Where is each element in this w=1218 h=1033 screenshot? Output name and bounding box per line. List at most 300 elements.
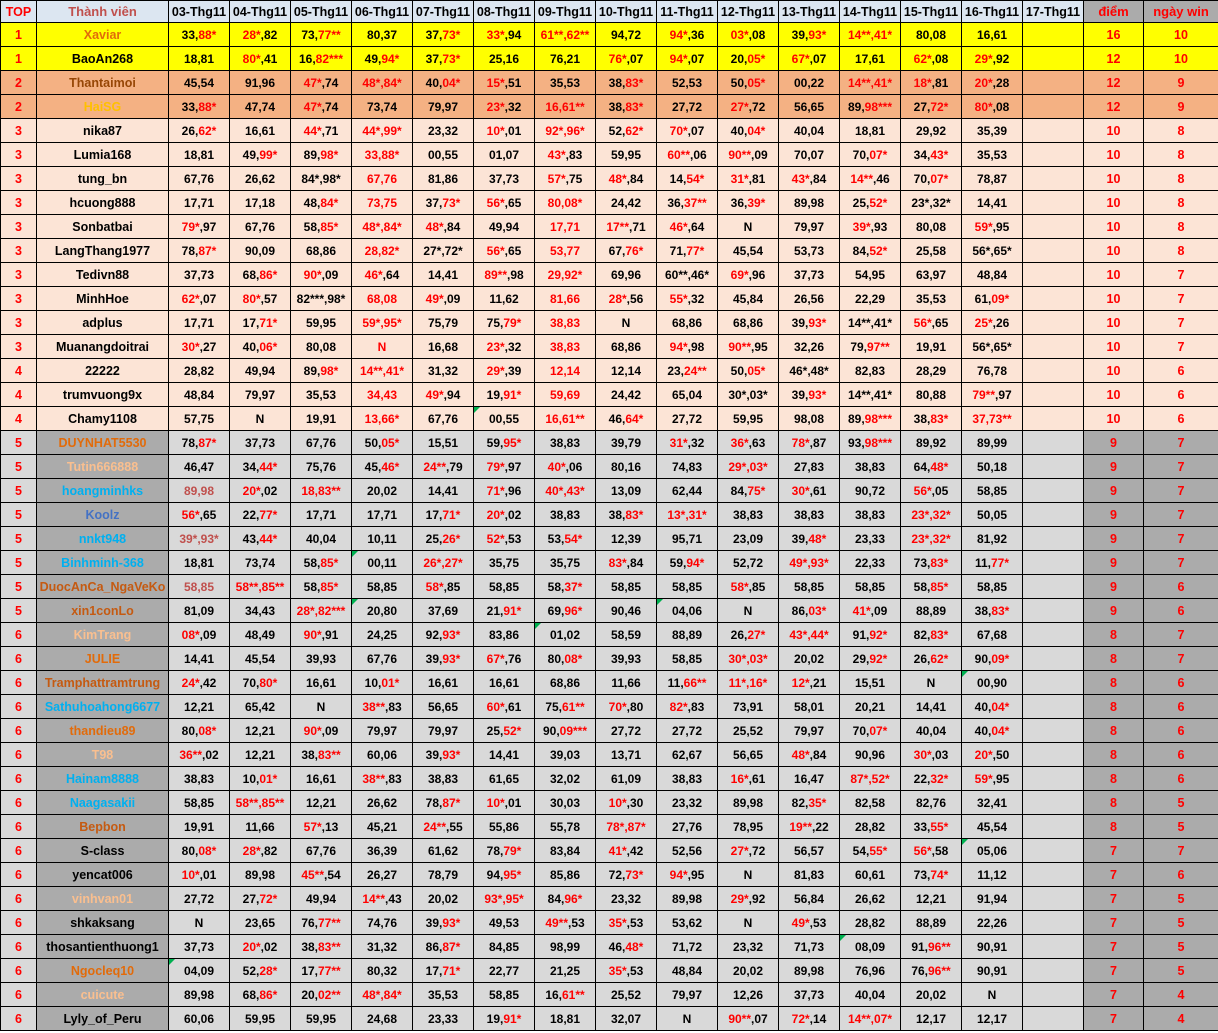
member-name-cell[interactable]: Naagasakii <box>37 791 169 815</box>
score-cell-empty[interactable] <box>1023 527 1084 551</box>
score-cell[interactable]: 12,26 <box>718 983 779 1007</box>
member-name-cell[interactable]: adplus <box>37 311 169 335</box>
points-cell[interactable]: 8 <box>1084 767 1144 791</box>
score-cell[interactable]: 35,75 <box>474 551 535 575</box>
points-cell[interactable]: 10 <box>1084 311 1144 335</box>
top-rank-cell[interactable]: 6 <box>1 887 37 911</box>
score-cell-empty[interactable] <box>1023 623 1084 647</box>
score-cell[interactable]: 28*,82 <box>230 23 291 47</box>
score-cell[interactable]: 00,55 <box>474 407 535 431</box>
score-cell[interactable]: 40,04* <box>718 119 779 143</box>
score-cell[interactable]: 74,83 <box>657 455 718 479</box>
score-cell-empty[interactable] <box>1023 839 1084 863</box>
score-cell[interactable]: 48*,84* <box>352 983 413 1007</box>
score-cell[interactable]: 61**,62** <box>535 23 596 47</box>
score-cell[interactable]: 57,75 <box>169 407 230 431</box>
score-cell[interactable]: 73,74* <box>901 863 962 887</box>
score-cell-empty[interactable] <box>1023 431 1084 455</box>
score-cell-empty[interactable] <box>1023 959 1084 983</box>
score-cell[interactable]: 89,92 <box>901 431 962 455</box>
score-cell[interactable]: 36,39* <box>718 191 779 215</box>
score-cell[interactable]: 23,24** <box>657 359 718 383</box>
score-cell[interactable]: 18,81 <box>169 143 230 167</box>
score-cell[interactable]: 80,08* <box>169 719 230 743</box>
member-name-cell[interactable]: xin1conLo <box>37 599 169 623</box>
score-cell[interactable]: 79**,97 <box>962 383 1023 407</box>
score-cell[interactable]: 80,08 <box>901 215 962 239</box>
score-cell[interactable]: 23,09 <box>718 527 779 551</box>
score-cell[interactable]: 84,75* <box>718 479 779 503</box>
score-cell[interactable]: 90**,07 <box>718 1007 779 1031</box>
score-cell[interactable]: 12,21 <box>230 719 291 743</box>
score-cell[interactable]: 35,53 <box>962 143 1023 167</box>
windays-cell[interactable]: 10 <box>1144 47 1218 71</box>
score-cell[interactable]: 12,14 <box>535 359 596 383</box>
score-cell[interactable]: 56*,65* <box>962 335 1023 359</box>
score-cell[interactable]: 89,99 <box>962 431 1023 455</box>
windays-cell[interactable]: 10 <box>1144 23 1218 47</box>
score-cell[interactable]: 94*,36 <box>657 23 718 47</box>
top-rank-cell[interactable]: 3 <box>1 335 37 359</box>
score-cell-empty[interactable] <box>1023 359 1084 383</box>
score-cell[interactable]: 11,66 <box>596 671 657 695</box>
points-cell[interactable]: 7 <box>1084 863 1144 887</box>
column-header-date[interactable]: 12-Thg11 <box>718 1 779 23</box>
score-cell-empty[interactable] <box>1023 71 1084 95</box>
score-cell[interactable]: 58,85 <box>962 575 1023 599</box>
score-cell[interactable]: 14**,41* <box>840 23 901 47</box>
score-cell[interactable]: 28,29 <box>901 359 962 383</box>
score-cell[interactable]: 24,25 <box>352 623 413 647</box>
windays-cell[interactable]: 8 <box>1144 239 1218 263</box>
score-cell[interactable]: N <box>718 215 779 239</box>
score-cell[interactable]: 84,52* <box>840 239 901 263</box>
points-cell[interactable]: 9 <box>1084 527 1144 551</box>
score-cell[interactable]: 10*,01 <box>474 119 535 143</box>
top-rank-cell[interactable]: 3 <box>1 191 37 215</box>
column-header-date[interactable]: 05-Thg11 <box>291 1 352 23</box>
score-cell[interactable]: 98,99 <box>535 935 596 959</box>
score-cell[interactable]: 80*,08 <box>962 95 1023 119</box>
score-cell[interactable]: 29*,92 <box>962 47 1023 71</box>
score-cell[interactable]: 35*,53 <box>596 911 657 935</box>
score-cell[interactable]: 78,87* <box>169 239 230 263</box>
score-cell[interactable]: 49**,53 <box>535 911 596 935</box>
score-cell[interactable]: 14,41 <box>474 743 535 767</box>
score-cell[interactable]: 53,54* <box>535 527 596 551</box>
score-cell[interactable]: 90**,09 <box>718 143 779 167</box>
score-cell[interactable]: 35,53 <box>901 287 962 311</box>
score-cell[interactable]: 90*,91 <box>291 623 352 647</box>
score-cell-empty[interactable] <box>1023 983 1084 1007</box>
score-cell[interactable]: 17,71 <box>291 503 352 527</box>
score-cell-empty[interactable] <box>1023 935 1084 959</box>
score-cell[interactable]: 68,86 <box>657 311 718 335</box>
score-cell[interactable]: 70*,80 <box>596 695 657 719</box>
score-cell[interactable]: 58,85* <box>291 551 352 575</box>
score-cell[interactable]: 38,83 <box>779 503 840 527</box>
score-cell[interactable]: 29,92* <box>840 647 901 671</box>
member-name-cell[interactable]: hoangminhks <box>37 479 169 503</box>
windays-cell[interactable]: 6 <box>1144 767 1218 791</box>
score-cell[interactable]: 10*,30 <box>596 791 657 815</box>
score-cell[interactable]: 59*,95* <box>352 311 413 335</box>
score-cell[interactable]: N <box>718 599 779 623</box>
score-cell[interactable]: 35,53 <box>535 71 596 95</box>
score-cell[interactable]: 50,18 <box>962 455 1023 479</box>
score-cell[interactable]: 47,74 <box>230 95 291 119</box>
score-cell[interactable]: 56*,58 <box>901 839 962 863</box>
score-cell[interactable]: 28*,56 <box>596 287 657 311</box>
score-cell[interactable]: 40,04 <box>901 719 962 743</box>
score-cell-empty[interactable] <box>1023 383 1084 407</box>
score-cell[interactable]: 52,28* <box>230 959 291 983</box>
score-cell[interactable]: 55,78 <box>535 815 596 839</box>
score-cell[interactable]: 28,82* <box>352 239 413 263</box>
score-cell[interactable]: 41*,42 <box>596 839 657 863</box>
score-cell[interactable]: 50,05 <box>962 503 1023 527</box>
points-cell[interactable]: 10 <box>1084 335 1144 359</box>
score-cell[interactable]: 14,41 <box>962 191 1023 215</box>
score-cell[interactable]: 58,85 <box>169 575 230 599</box>
windays-cell[interactable]: 8 <box>1144 215 1218 239</box>
score-cell[interactable]: 39,48* <box>779 527 840 551</box>
score-cell[interactable]: 59,95 <box>718 407 779 431</box>
score-cell[interactable]: 35,75 <box>535 551 596 575</box>
score-cell[interactable]: 17,71* <box>413 503 474 527</box>
score-cell[interactable]: 18,83** <box>291 479 352 503</box>
score-cell-empty[interactable] <box>1023 239 1084 263</box>
score-cell[interactable]: 93*,95* <box>474 887 535 911</box>
score-cell[interactable]: 17,61 <box>840 47 901 71</box>
score-cell[interactable]: 37,73 <box>779 983 840 1007</box>
score-cell[interactable]: 82,83* <box>901 623 962 647</box>
score-cell[interactable]: 55*,32 <box>657 287 718 311</box>
score-cell[interactable]: 40,04* <box>413 71 474 95</box>
score-cell[interactable]: 79*,97 <box>169 215 230 239</box>
score-cell[interactable]: 80,88 <box>901 383 962 407</box>
score-cell[interactable]: 14**,41* <box>352 359 413 383</box>
score-cell[interactable]: 46,48* <box>596 935 657 959</box>
score-cell-empty[interactable] <box>1023 887 1084 911</box>
score-cell[interactable]: 25,16 <box>474 47 535 71</box>
score-cell[interactable]: 23*,32* <box>901 191 962 215</box>
score-cell[interactable]: 50,05* <box>718 71 779 95</box>
top-rank-cell[interactable]: 6 <box>1 839 37 863</box>
score-cell[interactable]: 27,72 <box>169 887 230 911</box>
score-cell[interactable]: 17,71 <box>535 215 596 239</box>
score-cell[interactable]: 84,96* <box>535 887 596 911</box>
score-cell[interactable]: 16,68 <box>413 335 474 359</box>
top-rank-cell[interactable]: 5 <box>1 431 37 455</box>
score-cell[interactable]: 26,62 <box>840 887 901 911</box>
score-cell[interactable]: 72,73* <box>596 863 657 887</box>
top-rank-cell[interactable]: 3 <box>1 119 37 143</box>
score-cell[interactable]: 73,75 <box>352 191 413 215</box>
score-cell[interactable]: 14**,46 <box>840 167 901 191</box>
score-cell[interactable]: 71,73 <box>779 935 840 959</box>
score-cell-empty[interactable] <box>1023 551 1084 575</box>
windays-cell[interactable]: 6 <box>1144 359 1218 383</box>
score-cell[interactable]: 38,83 <box>535 431 596 455</box>
score-cell[interactable]: 89,98*** <box>840 95 901 119</box>
score-cell[interactable]: 69*,96 <box>718 263 779 287</box>
score-cell[interactable]: 56*,65 <box>169 503 230 527</box>
score-cell[interactable]: 37,73 <box>169 263 230 287</box>
score-cell[interactable]: 14**,07* <box>840 1007 901 1031</box>
score-cell[interactable]: 80,08* <box>169 839 230 863</box>
score-cell[interactable]: 26,62* <box>169 119 230 143</box>
column-header-date[interactable]: 04-Thg11 <box>230 1 291 23</box>
score-cell-empty[interactable] <box>1023 95 1084 119</box>
score-cell[interactable]: 60*,61 <box>474 695 535 719</box>
score-cell[interactable]: 79,97 <box>413 719 474 743</box>
score-cell[interactable]: 14,41 <box>169 647 230 671</box>
score-cell[interactable]: 31,32 <box>413 359 474 383</box>
score-cell[interactable]: 17,77** <box>291 959 352 983</box>
score-cell[interactable]: 52,62* <box>596 119 657 143</box>
score-cell[interactable]: 38,83* <box>901 407 962 431</box>
score-cell[interactable]: 38,83 <box>840 503 901 527</box>
windays-cell[interactable]: 7 <box>1144 263 1218 287</box>
points-cell[interactable]: 7 <box>1084 911 1144 935</box>
points-cell[interactable]: 8 <box>1084 623 1144 647</box>
top-rank-cell[interactable]: 3 <box>1 239 37 263</box>
score-cell[interactable]: 85,86 <box>535 863 596 887</box>
score-cell[interactable]: 88,89 <box>901 911 962 935</box>
score-cell[interactable]: 15*,51 <box>474 71 535 95</box>
score-cell[interactable]: 53,73 <box>779 239 840 263</box>
score-cell[interactable]: 82***,98* <box>291 287 352 311</box>
score-cell[interactable]: 27*,72* <box>413 239 474 263</box>
score-cell[interactable]: 34,43 <box>230 599 291 623</box>
member-name-cell[interactable]: DuocAnCa_NgaVeKo <box>37 575 169 599</box>
score-cell[interactable]: 24*,42 <box>169 671 230 695</box>
top-rank-cell[interactable]: 2 <box>1 71 37 95</box>
score-cell[interactable]: 38,83 <box>169 767 230 791</box>
points-cell[interactable]: 7 <box>1084 839 1144 863</box>
score-cell[interactable]: 20,02 <box>718 959 779 983</box>
score-cell[interactable]: 59,95 <box>291 1007 352 1031</box>
score-cell[interactable]: 70,07* <box>901 167 962 191</box>
score-cell[interactable]: 76,78 <box>962 359 1023 383</box>
score-cell[interactable]: 89,98 <box>779 191 840 215</box>
score-cell[interactable]: 16,61 <box>413 671 474 695</box>
score-cell[interactable]: 13*,31* <box>657 503 718 527</box>
score-cell[interactable]: 12,21 <box>291 791 352 815</box>
score-cell[interactable]: 19**,22 <box>779 815 840 839</box>
score-cell[interactable]: 05,06 <box>962 839 1023 863</box>
score-cell[interactable]: 16,61 <box>291 671 352 695</box>
score-cell[interactable]: 23,32 <box>596 887 657 911</box>
score-cell[interactable]: 25,52* <box>474 719 535 743</box>
windays-cell[interactable]: 6 <box>1144 863 1218 887</box>
score-cell[interactable]: 35,53 <box>413 983 474 1007</box>
score-cell[interactable]: 11*,16* <box>718 671 779 695</box>
score-cell[interactable]: 23,32 <box>718 935 779 959</box>
score-cell[interactable]: 37,73 <box>779 263 840 287</box>
member-name-cell[interactable]: BaoAn268 <box>37 47 169 71</box>
score-cell[interactable]: 88,89 <box>901 599 962 623</box>
score-cell[interactable]: 20*,02 <box>230 935 291 959</box>
points-cell[interactable]: 8 <box>1084 719 1144 743</box>
score-cell[interactable]: 38,83* <box>596 503 657 527</box>
score-cell[interactable]: 19,91 <box>169 815 230 839</box>
score-cell[interactable]: 27,72 <box>657 719 718 743</box>
score-cell[interactable]: 38,83 <box>535 503 596 527</box>
score-cell[interactable]: 48*,84 <box>596 167 657 191</box>
score-cell[interactable]: 38,83 <box>840 455 901 479</box>
score-cell[interactable]: 15,51 <box>840 671 901 695</box>
score-cell[interactable]: 60**,06 <box>657 143 718 167</box>
score-cell[interactable]: 58,85 <box>474 983 535 1007</box>
score-cell[interactable]: 80,32 <box>352 959 413 983</box>
top-rank-cell[interactable]: 4 <box>1 359 37 383</box>
score-cell[interactable]: 38,83* <box>596 95 657 119</box>
member-name-cell[interactable]: thandieu89 <box>37 719 169 743</box>
score-cell[interactable]: 58,85 <box>657 575 718 599</box>
windays-cell[interactable]: 4 <box>1144 1007 1218 1031</box>
score-cell[interactable]: 89**,98 <box>474 263 535 287</box>
score-cell[interactable]: 78,79* <box>474 839 535 863</box>
score-cell[interactable]: 58,85* <box>291 215 352 239</box>
score-cell[interactable]: 30*,61 <box>779 479 840 503</box>
score-cell[interactable]: 79,97** <box>840 335 901 359</box>
score-cell[interactable]: 27,72* <box>230 887 291 911</box>
score-cell[interactable]: 67*,07 <box>779 47 840 71</box>
score-cell[interactable]: 31*,32 <box>657 431 718 455</box>
member-name-cell[interactable]: 22222 <box>37 359 169 383</box>
score-cell[interactable]: 33,88* <box>169 95 230 119</box>
top-rank-cell[interactable]: 6 <box>1 695 37 719</box>
score-cell[interactable]: 90,09 <box>230 239 291 263</box>
score-cell[interactable]: 43*,84 <box>779 167 840 191</box>
score-cell[interactable]: 81,83 <box>779 863 840 887</box>
score-cell[interactable]: 75,61** <box>535 695 596 719</box>
score-cell[interactable]: 14,41 <box>413 263 474 287</box>
score-cell[interactable]: 25,52 <box>596 983 657 1007</box>
score-cell[interactable]: 50,05* <box>352 431 413 455</box>
score-cell[interactable]: 49,94 <box>230 359 291 383</box>
score-cell[interactable]: 76*,07 <box>596 47 657 71</box>
top-rank-cell[interactable]: 4 <box>1 407 37 431</box>
score-cell[interactable]: 58,37* <box>535 575 596 599</box>
member-name-cell[interactable]: Xaviar <box>37 23 169 47</box>
score-cell[interactable]: N <box>169 911 230 935</box>
score-cell[interactable]: 98,08 <box>779 407 840 431</box>
score-cell[interactable]: 75,79* <box>474 311 535 335</box>
member-name-cell[interactable]: Tramphattramtrung <box>37 671 169 695</box>
score-cell[interactable]: 08*,09 <box>169 623 230 647</box>
score-cell[interactable]: 24,42 <box>596 191 657 215</box>
score-cell[interactable]: 38,83* <box>962 599 1023 623</box>
points-cell[interactable]: 10 <box>1084 359 1144 383</box>
member-name-cell[interactable]: Binhminh-368 <box>37 551 169 575</box>
score-cell[interactable]: 58,85 <box>474 575 535 599</box>
score-cell[interactable]: 71,77* <box>657 239 718 263</box>
score-cell[interactable]: 36**,02 <box>169 743 230 767</box>
score-cell[interactable]: 80*,41 <box>230 47 291 71</box>
score-cell[interactable]: 32,41 <box>962 791 1023 815</box>
score-cell-empty[interactable] <box>1023 503 1084 527</box>
score-cell[interactable]: 18*,81 <box>901 71 962 95</box>
score-cell[interactable]: 58**,85** <box>230 575 291 599</box>
score-cell[interactable]: 33,88* <box>352 143 413 167</box>
score-cell[interactable]: 20,02** <box>291 983 352 1007</box>
windays-cell[interactable]: 6 <box>1144 719 1218 743</box>
score-cell[interactable]: 90,91 <box>962 959 1023 983</box>
score-cell[interactable]: 86,87* <box>413 935 474 959</box>
score-cell[interactable]: 38,83 <box>535 335 596 359</box>
score-cell-empty[interactable] <box>1023 407 1084 431</box>
score-cell[interactable]: 40,04* <box>962 719 1023 743</box>
score-cell[interactable]: 40,04 <box>779 119 840 143</box>
points-cell[interactable]: 8 <box>1084 695 1144 719</box>
score-cell[interactable]: 62,44 <box>657 479 718 503</box>
score-cell[interactable]: 58,85 <box>840 575 901 599</box>
score-cell[interactable]: 22,29 <box>840 287 901 311</box>
windays-cell[interactable]: 7 <box>1144 503 1218 527</box>
score-cell[interactable]: 30*,03* <box>718 647 779 671</box>
score-cell[interactable]: 72*,14 <box>779 1007 840 1031</box>
member-name-cell[interactable]: nnkt948 <box>37 527 169 551</box>
score-cell[interactable]: 20*,02 <box>230 479 291 503</box>
member-name-cell[interactable]: nika87 <box>37 119 169 143</box>
score-cell[interactable]: 28,82 <box>840 815 901 839</box>
points-cell[interactable]: 10 <box>1084 407 1144 431</box>
score-cell[interactable]: 50,05* <box>718 359 779 383</box>
score-cell-empty[interactable] <box>1023 599 1084 623</box>
score-cell[interactable]: 30*,03* <box>718 383 779 407</box>
score-cell[interactable]: 46,47 <box>169 455 230 479</box>
score-cell[interactable]: 14**,41* <box>840 311 901 335</box>
member-name-cell[interactable]: HaiSG <box>37 95 169 119</box>
score-cell[interactable]: N <box>352 335 413 359</box>
score-cell[interactable]: 89,98 <box>779 959 840 983</box>
score-cell[interactable]: 81,92 <box>962 527 1023 551</box>
score-cell[interactable]: 16,61** <box>535 983 596 1007</box>
score-cell[interactable]: 12,21 <box>230 743 291 767</box>
score-cell[interactable]: 43*,44* <box>779 623 840 647</box>
score-cell-empty[interactable] <box>1023 911 1084 935</box>
points-cell[interactable]: 8 <box>1084 815 1144 839</box>
score-cell[interactable]: 65,42 <box>230 695 291 719</box>
score-cell[interactable]: 10,01* <box>352 671 413 695</box>
score-cell[interactable]: 55,86 <box>474 815 535 839</box>
score-cell[interactable]: 29,92* <box>535 263 596 287</box>
windays-cell[interactable]: 5 <box>1144 959 1218 983</box>
column-header-date[interactable]: 13-Thg11 <box>779 1 840 23</box>
score-cell[interactable]: 44*,71 <box>291 119 352 143</box>
score-cell[interactable]: 79*,97 <box>474 455 535 479</box>
score-cell[interactable]: 94,95* <box>474 863 535 887</box>
windays-cell[interactable]: 8 <box>1144 143 1218 167</box>
score-cell[interactable]: 00,55 <box>413 143 474 167</box>
score-cell[interactable]: 79,97 <box>779 719 840 743</box>
windays-cell[interactable]: 5 <box>1144 791 1218 815</box>
score-cell-empty[interactable] <box>1023 647 1084 671</box>
score-cell[interactable]: 01,02 <box>535 623 596 647</box>
member-name-cell[interactable]: Bepbon <box>37 815 169 839</box>
score-cell[interactable]: 71*,96 <box>474 479 535 503</box>
points-cell[interactable]: 9 <box>1084 479 1144 503</box>
score-cell[interactable]: 92*,96* <box>535 119 596 143</box>
member-name-cell[interactable]: trumvuong9x <box>37 383 169 407</box>
score-cell[interactable]: 80,08* <box>535 191 596 215</box>
score-cell[interactable]: 67,76* <box>596 239 657 263</box>
score-cell[interactable]: 39,93 <box>291 647 352 671</box>
score-cell[interactable]: 60**,46* <box>657 263 718 287</box>
